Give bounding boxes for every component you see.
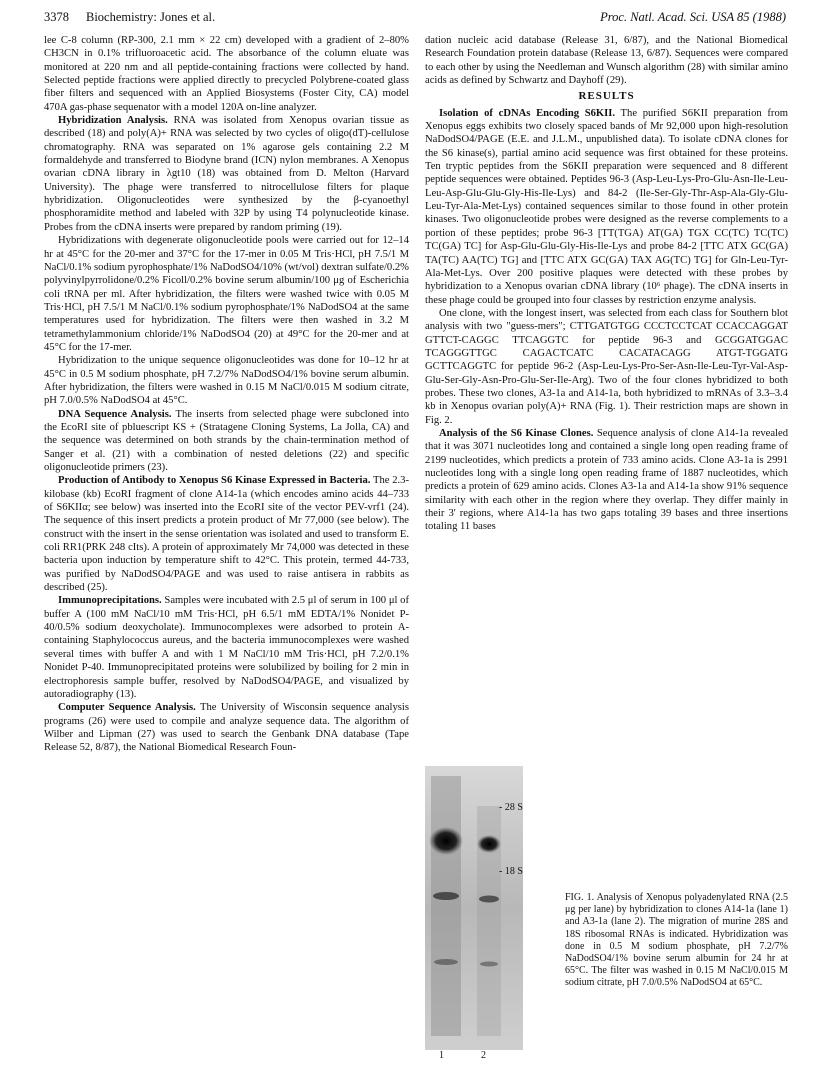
left-column xyxy=(44,34,409,755)
page-number: 3378 xyxy=(44,10,69,24)
section-heading: Production of Antibody to Xenopus S6 Kinase Expressed in Bacteria. xyxy=(58,475,371,487)
paragraph: Hybridizations with degenerate oligonucleotide pools were carried out for 12–14 hr at 45°C for the 20-mer and 37°C for the 17-mer in 0.05 M Tris·HCl, pH 7.5/1 M NaCl/0.1% sodium pyrophosphate/1% NaDodSO4/10% (wt/vol) dextran sulfate/0.2% polyvinylpyrrolidone/0.2% Ficoll/0.2% bovine serum albumin/100 μg of Escherichia coli tRNA per ml. After hybridization, the filters were washed twice with 0.05 M Tris·HCl, pH 7.5/1 M NaCl/0.1% sodium pyrophosphate/1% NaDodSO4 at the same temperatures used for hybridization. The filters were then washed in 3.2 M tetramethylammonium chloride/1% NaDodSO4 (20) at 49°C for the 20-mer and at 45°C for the 17-mer. xyxy=(44,235,409,353)
journal-author-line: Biochemistry: Jones et al. xyxy=(86,10,216,24)
section-heading: Analysis of the S6 Kinase Clones. xyxy=(439,427,594,439)
results-heading: RESULTS xyxy=(578,90,635,103)
paragraph: Hybridization Analysis. RNA was isolated from Xenopus ovarian tissue as described (18) and poly(A)+ RNA was selected by two cycles of oligo(dT)-cellulose chromatography. RNA was separated on 1% agarose gels containing 2.2 M formaldehyde and transferred to Biodyne brand (ICN) nylon membranes. A Xenopus ovarian cDNA library in λgt10 (18) was obtained from D. Melton (Harvard University). The phage were transferred to nitrocellulose filters for plaque hybridization. Oligonucleotides were synthesized by the β-cyanoethyl phosphoramidite method and labeled with 32P by using T4 polynucleotide kinase. Probes from the cDNA inserts were prepared by random priming (19). xyxy=(44,115,409,233)
section-heading: Immunoprecipitations. xyxy=(58,595,162,607)
lane-2-label: 2 xyxy=(481,1050,486,1061)
figure-1 xyxy=(425,766,788,1066)
running-header xyxy=(44,10,786,28)
paragraph: lee C-8 column (RP-300, 2.1 mm × 22 cm) developed with a gradient of 2–80% CH3CN in 0.1% trifluoroacetic acid. The absorbance of the column eluate was monitored at 220 nm and all peptide-containing fractions were collected by hand. Selected peptide fractions were applied directly to precycled Polybrene-coated glass fiber filters and sequenced with an Applied Biosystems (Foster City, CA) model 470A gas-phase sequenator with a model 120A on-line analyzer. xyxy=(44,35,409,113)
section-heading: Computer Sequence Analysis. xyxy=(58,702,196,714)
paragraph: Hybridization to the unique sequence oligonucleotides was done for 10–12 hr at 45°C in 0.5 M sodium phosphate, pH 7.2/7% NaDodSO4/1% bovine serum albumin. After hybridization, the filters were washed in 0.15 M NaCl/0.015 M sodium citrate, pH 7.0/0.5% NaDodSO4 at 45°C. xyxy=(44,355,409,407)
lane-1-label: 1 xyxy=(439,1050,444,1061)
paragraph: Analysis of the S6 Kinase Clones. Sequence analysis of clone A14-1a revealed that it was 3071 nucleotides long and contained a single long open reading frame of 2199 nucleotides, which predicts a protein of 733 amino acids. Clone A3-1a is 2991 nucleotides long with a single long open reading frame of 1887 nucleotides, which predicts a protein of 629 amino acids. Clones A3-1a and A14-1a show 91% sequence similarity with each other in the region where they overlap. They differ mainly in their 3' regions, where A14-1a has two gaps totaling 39 bases and three insertions totaling 11 bases xyxy=(425,427,788,533)
right-column xyxy=(425,34,788,534)
marker-28s: - 28 S xyxy=(499,802,523,813)
figure-caption: FIG. 1. Analysis of Xenopus polyadenylated RNA (2.5 μg per lane) by hybridization to clones A14-1a (lane 1) and A3-1a (lane 2). The migration of murine 28S and 18S ribosomal RNAs is indicated. Hybridization was done in 0.5 M sodium phosphate, pH 7.2/7% NaDodSO4/1% bovine serum albumin for 24 hr at 65°C. The filter was washed in 0.15 M NaCl/0.015 M sodium citrate, pH 7.0/0.5% NaDodSO4 at 65°C. xyxy=(565,892,788,989)
paragraph: Immunoprecipitations. Samples were incubated with 2.5 μl of serum in 100 μl of buffer A (100 mM NaCl/10 mM Tris·HCl, pH 6.5/1 mM EDTA/1% Nonidet P-40/0.5% sodium deoxycholate). Immunocomplexes were adsorbed to protein A-containing Staphylococcus aureus, and the bacteria immunocomplexes were washed several times with buffer A and with 1 M NaCl/10 mM Tris·HCl, pH 7.2/0.1% Nonidet P-40. Immunoprecipitated proteins were solubilized by boiling for 2 min in electrophoresis sample buffer, resolved by NaDodSO4/PAGE, and visualized by autoradiography (13). xyxy=(44,595,409,700)
paragraph: DNA Sequence Analysis. The inserts from selected phage were subcloned into the EcoRI site of pbluescript KS + (Stratagene Cloning Systems, La Jolla, CA) and the sequence was determined on both strands by the chain-termination method of Sanger et al. (21) with a combination of nested deletions (22) and specific oligonucleotide primers (23). xyxy=(44,408,409,473)
paragraph: Production of Antibody to Xenopus S6 Kinase Expressed in Bacteria. The 2.3-kilobase (kb) EcoRI fragment of clone A14-1a (which encodes amino acids 44–733 of S6KIIα; see below) was inserted into the EcoRI site of the vector PEV-vrf1 (24). The sequence of this insert predicts a protein product of Mr 77,000 (see below). The construct with the insert in the sense orientation was isolated and used to transform E. coli RR1(PRK 248 cIts). A protein of approximately Mr 74,000 was detected in these bacteria upon induction by temperature shift to 42°C. This protein, termed 44-733, was purified by NaDodSO4/PAGE and was used to raise antisera in rabbits as described (25). xyxy=(44,475,409,594)
section-heading: Isolation of cDNAs Encoding S6KII. xyxy=(439,107,616,119)
journal-citation: Proc. Natl. Acad. Sci. USA 85 (1988) xyxy=(600,10,786,24)
paragraph: dation nucleic acid database (Release 31, 6/87), and the National Biomedical Research Foundation protein database (Release 13, 6/87). Sequences were compared to each other by using the Needleman and Wunsch algorithm (28) with similar amino acids as defined by Schwartz and Dayhoff (29). xyxy=(425,35,788,87)
section-heading: Hybridization Analysis. xyxy=(58,115,168,127)
marker-18s: - 18 S xyxy=(499,866,523,877)
paragraph: Computer Sequence Analysis. The University of Wisconsin sequence analysis programs (26) were used to compile and analyze sequence data. The algorithm of Wilber and Lipman (27) was used to search the Genbank DNA database (Tape Release 52, 8/87), the National Biomedical Research Foun- xyxy=(44,702,409,754)
paragraph: Isolation of cDNAs Encoding S6KII. The purified S6KII preparation from Xenopus eggs exhibits two closely spaced bands of Mr 92,000 upon high-resolution NaDodSO4/PAGE (E.E. and J.L.M., unpublished data). To isolate cDNA clones for the S6 kinase(s), partial amino acid sequence was first obtained for these proteins. Ten tryptic peptides from the S6KII preparation were sequenced and 8 different peptide sequences were obtained. Peptides 96-3 (Asp-Leu-Lys-Pro-Glu-Asn-Ile-Leu-Leu-Asp-Glu-Glu-Gly-His-Ile-Lys) and 84-2 (Ile-Ser-Gly-Thr-Asp-Ala-Gly-Glu-Leu-Tyr-Ala-Met-Lys) contained sequences similar to those found in other protein kinases. Two oligonucleotide probes were designed as the reverse complements to a portion of these peptides; probe 96-3 [TT(TGA) AT(GA) TGX CC(TC) TC(TC) TC(GA) TC] for Asp-Glu-Glu-Gly-His-Ile-Lys and probe 84-2 [TTC ATX GC(GA) TA(TC) AA(TC) TG] and [TTC ATX GC(GA) TAX AG(TC) TG] for Gln-Leu-Tyr-Ala-Met-Lys. Over 200 positive plaques were detected with these probes by hybridization to a Xenopus ovarian cDNA library (10⁶ phage). The cDNA inserts in these phage could be grouped into four classes by restriction enzyme analysis. xyxy=(425,107,788,306)
paragraph: One clone, with the longest insert, was selected from each class for Southern blot analysis with two "guess-mers"; CTTGATGTGG CCCTCCTCAT CCACCAGGAT GTTCT-CAGGC TTCAGGTC for peptide 96-3 and GCGGATGGAC TCAGGGTTGC CAGACTCATC CACATACAGG ATGT-TGGATG GCTTCAGGTC for peptide 96-2 (Asp-Leu-Lys-Pro-Ser-Asn-Ile-Leu-Tyr-Val-Asp-Glu-Ser-Gly-Asn-Pro-Glu-Ser-Ile-Arg). Two of the four clones hybridized to both probes. These two clones, A3-1a and A14-1a, both hybridized to mRNAs of 3.3–3.4 kb in Xenopus ovarian poly(A)+ RNA (Fig. 1). Their restriction maps are shown in Fig. 2. xyxy=(425,307,788,426)
section-heading: DNA Sequence Analysis. xyxy=(58,408,172,420)
